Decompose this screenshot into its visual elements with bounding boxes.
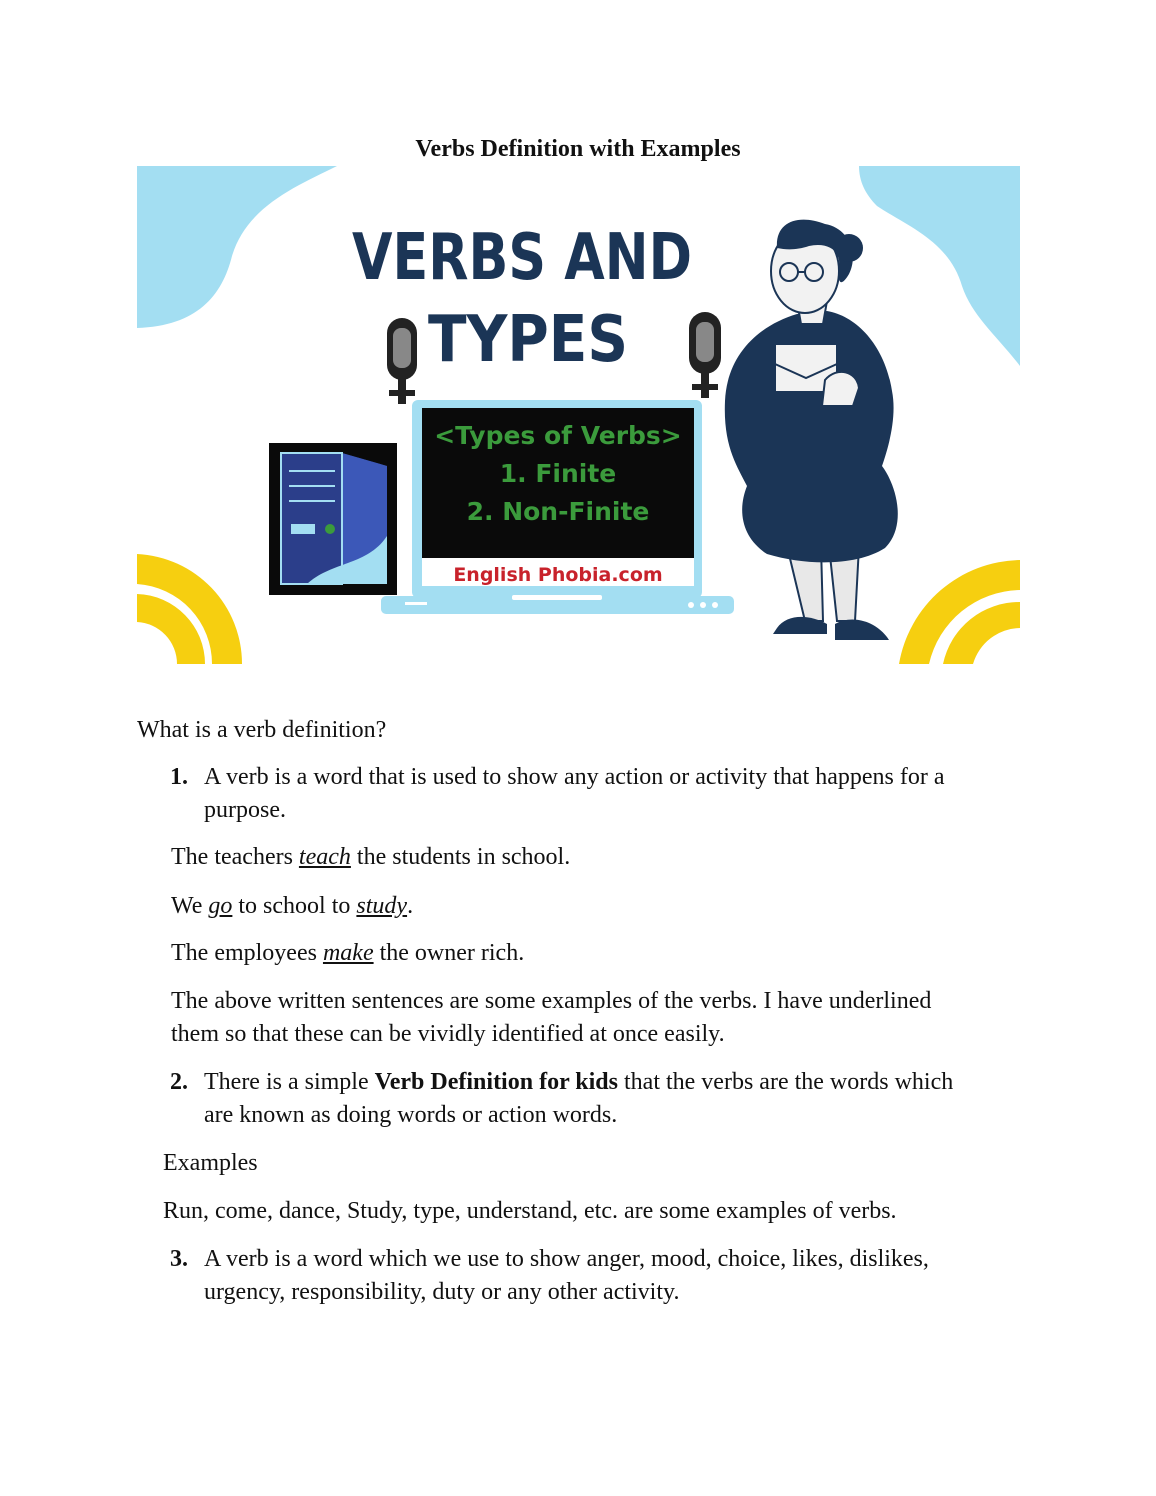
item3-line1: A verb is a word which we use to show anger, mood, choice, likes, dislikes,: [204, 1246, 929, 1272]
site-label: English Phobia.com: [453, 564, 663, 586]
ex1-before: The teachers: [171, 844, 299, 870]
list-number-3: 3.: [170, 1246, 188, 1272]
microphone-left-icon: [387, 318, 417, 404]
screen-item-finite: 1. Finite: [499, 459, 617, 488]
verb-go: go: [208, 893, 233, 919]
item1-line2: purpose.: [204, 797, 286, 823]
item2-before: There is a simple: [204, 1069, 375, 1095]
note-line1: The above written sentences are some examples of the verbs. I have underlined: [171, 988, 932, 1014]
microphone-right-icon: [689, 312, 721, 398]
note-line2: them so that these can be vividly identified at once easily.: [171, 1021, 725, 1047]
item1-line1: A verb is a word that is used to show any action or activity that happens for a: [204, 764, 945, 790]
ex2-after: .: [407, 893, 414, 919]
verb-definition-for-kids: Verb Definition for kids: [374, 1069, 618, 1095]
example-sentence-3: [171, 937, 524, 970]
item3-line2: urgency, responsibility, duty or any other activity.: [204, 1279, 680, 1305]
ex3-after: the owner rich.: [373, 940, 525, 966]
verb-teach: teach: [298, 844, 351, 870]
banner-headline-1: VERBS AND: [352, 221, 692, 295]
computer-tower-icon: [269, 443, 397, 595]
ex2-mid: to school to: [232, 893, 357, 919]
verb-study: study: [356, 893, 408, 919]
question-heading: What is a verb definition?: [137, 717, 387, 743]
examples-label: Examples: [163, 1150, 258, 1176]
screen-item-non-finite: 2. Non-Finite: [466, 497, 650, 526]
example-sentence-1: [171, 841, 570, 874]
examples-line: Run, come, dance, Study, type, understand, etc. are some examples of verbs.: [163, 1198, 897, 1224]
ex1-after: the students in school.: [350, 844, 571, 870]
item2-line1: [204, 1066, 953, 1099]
ex3-before: The employees: [171, 940, 323, 966]
ex2-before: We: [171, 893, 209, 919]
list-number-2: 2.: [170, 1069, 188, 1095]
page-title: Verbs Definition with Examples: [415, 136, 741, 162]
banner-image: [137, 166, 1020, 664]
item2-after: that the verbs are the words which: [618, 1069, 954, 1095]
banner-headline-2: TYPES: [428, 303, 628, 377]
item2-line2: are known as doing words or action words.: [204, 1102, 618, 1128]
example-sentence-2: [171, 890, 413, 923]
screen-heading: <Types of Verbs>: [434, 421, 682, 450]
verb-make: make: [322, 940, 374, 966]
list-number-1: 1.: [170, 764, 188, 790]
